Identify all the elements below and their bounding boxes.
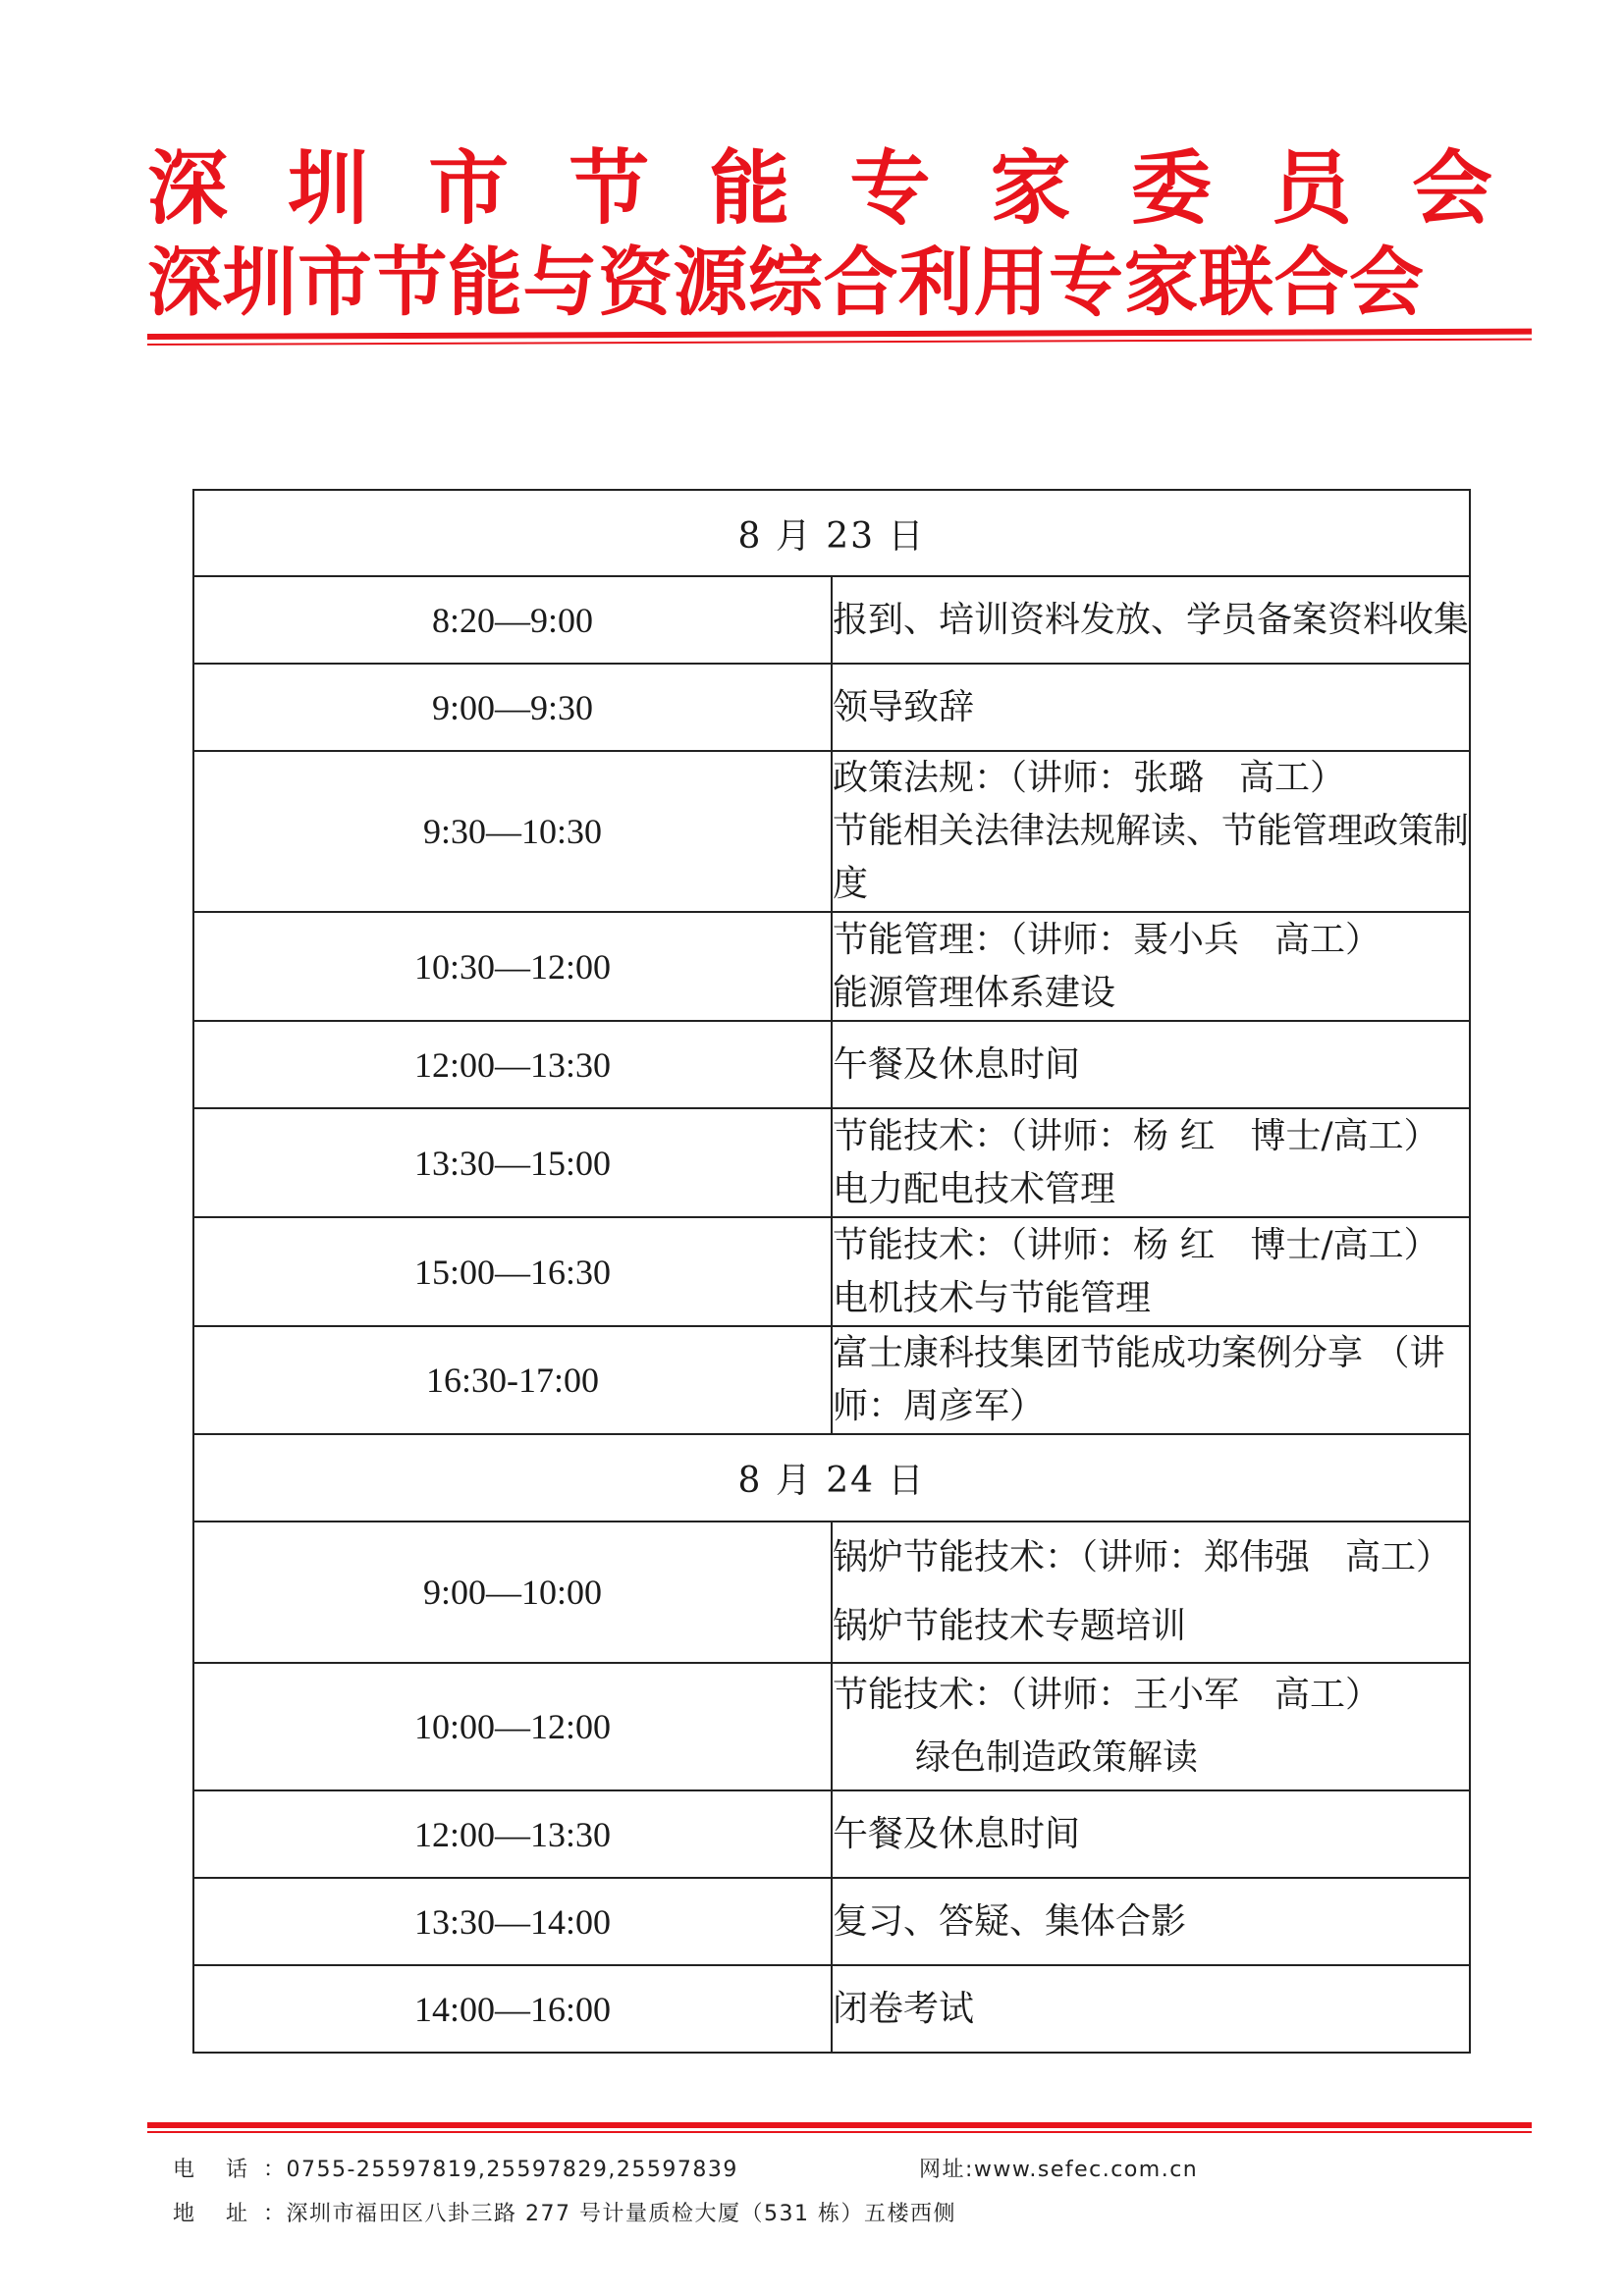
table-row [193, 1878, 1470, 1965]
session-line: 政策法规：（讲师：张璐 高工） [833, 758, 1346, 798]
session-line: 锅炉节能技术专题培训 [833, 1606, 1187, 1646]
session-line: 电力配电技术管理 [833, 1168, 1116, 1209]
session-desc [832, 1790, 1470, 1878]
letterhead-char: 节 [568, 142, 650, 236]
session-line: 电机技术与节能管理 [833, 1277, 1152, 1318]
session-time: 9:30—10:30 [193, 751, 832, 912]
table-row [193, 1217, 1470, 1326]
footer-phone-value: ：0755-25597819,25597829,25597839 [263, 2158, 738, 2182]
session-line: 能源管理体系建设 [833, 972, 1116, 1013]
footer-phone-label: 电话 [173, 2158, 280, 2182]
session-desc [832, 1522, 1470, 1663]
session-desc [832, 751, 1470, 912]
session-time: 10:30—12:00 [193, 912, 832, 1021]
footer-address-label: 地址 [173, 2202, 280, 2226]
session-desc [832, 1326, 1470, 1434]
day-date: 8 月 23 日 [193, 490, 1470, 576]
footer-address-value: ：深圳市福田区八卦三路 277 号计量质检大厦（531 栋）五楼西侧 [263, 2202, 956, 2226]
session-desc [832, 1878, 1470, 1965]
letterhead-char: 员 [1271, 142, 1352, 236]
session-time: 13:30—14:00 [193, 1878, 832, 1965]
session-time: 8:20—9:00 [193, 576, 832, 664]
letterhead-char: 专 [849, 142, 931, 236]
letterhead-char: 会 [1411, 142, 1492, 236]
session-time: 10:00—12:00 [193, 1663, 832, 1790]
letterhead-char: 深 [147, 142, 229, 236]
session-time: 9:00—9:30 [193, 664, 832, 751]
footer-phone [173, 2153, 738, 2183]
footer-address [173, 2197, 956, 2227]
footer-website: 网址:www.sefec.com.cn [919, 2158, 1199, 2182]
session-time: 12:00—13:30 [193, 1021, 832, 1108]
session-desc [832, 1663, 1470, 1790]
session-time: 16:30-17:00 [193, 1326, 832, 1434]
day-header-row [193, 490, 1470, 576]
schedule-table [192, 489, 1471, 2054]
letterhead-title-1 [147, 142, 1492, 236]
session-time: 13:30—15:00 [193, 1108, 832, 1217]
table-row [193, 1965, 1470, 2053]
session-desc [832, 1108, 1470, 1217]
session-desc [832, 1217, 1470, 1326]
session-desc [832, 912, 1470, 1021]
session-time: 12:00—13:30 [193, 1790, 832, 1878]
table-row [193, 1663, 1470, 1790]
session-desc [832, 576, 1470, 664]
session-time: 15:00—16:30 [193, 1217, 832, 1326]
table-row [193, 1108, 1470, 1217]
letterhead-title-2: 深圳市节能与资源综合利用专家联合会 [147, 239, 1425, 326]
table-row [193, 1021, 1470, 1108]
footer-divider-thin [147, 2131, 1532, 2133]
table-row [193, 912, 1470, 1021]
session-line: 报到、培训资料发放、学员备案资料收集 [833, 599, 1470, 640]
table-row [193, 1790, 1470, 1878]
table-row [193, 664, 1470, 751]
session-line: 节能管理：（讲师：聂小兵 高工） [833, 919, 1381, 960]
session-line: 节能技术：（讲师：杨 红 博士/高工） [833, 1115, 1439, 1156]
session-time: 9:00—10:00 [193, 1522, 832, 1663]
letterhead-char: 圳 [288, 142, 369, 236]
session-desc [832, 1021, 1470, 1108]
session-line: 节能技术：（讲师：杨 红 博士/高工） [833, 1224, 1439, 1265]
letterhead-char: 委 [1130, 142, 1212, 236]
session-line: 节能技术：（讲师：王小军 高工） [833, 1675, 1381, 1715]
session-line: 复习、答疑、集体合影 [833, 1900, 1187, 1942]
session-line: 锅炉节能技术：（讲师：郑伟强 高工） [833, 1537, 1452, 1577]
table-row [193, 576, 1470, 664]
day-date: 8 月 24 日 [193, 1434, 1470, 1522]
header-divider-thin [147, 339, 1532, 346]
footer-divider [147, 2122, 1532, 2128]
session-time: 14:00—16:00 [193, 1965, 832, 2053]
session-line: 午餐及休息时间 [833, 1043, 1081, 1085]
session-line: 富士康科技集团节能成功案例分享 （讲师：周彦军） [833, 1333, 1445, 1426]
session-desc [832, 1965, 1470, 2053]
letterhead-char: 家 [990, 142, 1071, 236]
session-line: 绿色制造政策解读 [915, 1737, 1199, 1778]
table-row [193, 1326, 1470, 1434]
table-row [193, 751, 1470, 912]
header-divider [147, 329, 1532, 340]
letterhead-char: 市 [428, 142, 510, 236]
session-line: 闭卷考试 [833, 1988, 975, 2029]
letterhead-char: 能 [709, 142, 790, 236]
session-line: 节能相关法律法规解读、节能管理政策制度 [833, 811, 1470, 904]
session-line: 午餐及休息时间 [833, 1813, 1081, 1854]
session-desc [832, 664, 1470, 751]
session-line: 领导致辞 [833, 686, 975, 727]
day-header-row [193, 1434, 1470, 1522]
table-row [193, 1522, 1470, 1663]
